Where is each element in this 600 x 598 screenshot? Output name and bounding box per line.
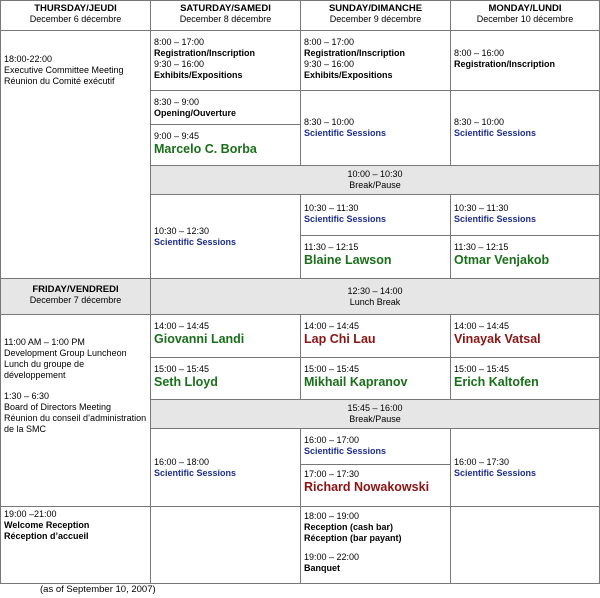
time: 10:00 – 10:30 (347, 169, 403, 179)
time: 14:00 – 14:45 (154, 321, 210, 331)
sun-kapranov (300, 357, 451, 400)
time: 17:00 – 17:30 (304, 469, 360, 479)
time: 8:00 – 16:00 (454, 48, 505, 58)
sun-reception-banquet (300, 506, 451, 584)
event: Exhibits/Expositions (304, 70, 393, 80)
time: 15:00 – 15:45 (154, 364, 210, 374)
time: 18:00 – 19:00 (304, 511, 360, 521)
time: 18:00-22:00 (4, 54, 53, 64)
event-fr: Réception (bar payant) (304, 533, 402, 543)
header-friday (0, 278, 151, 315)
footnote: (as of September 10, 2007) (40, 584, 156, 595)
sun-lawson (300, 235, 451, 279)
event-en: Welcome Reception (4, 520, 90, 530)
sun-nowakowski (300, 464, 451, 507)
sat-lloyd (150, 357, 301, 400)
lunch-break (150, 278, 600, 315)
event-en: Reception (cash bar) (304, 522, 394, 532)
session: Scientific Sessions (454, 128, 537, 138)
speaker: Erich Kaltofen (454, 375, 539, 389)
speaker: Blaine Lawson (304, 253, 392, 267)
mon-vatsal (450, 314, 600, 358)
event: Registration/Inscription (304, 48, 406, 58)
mon-kaltofen (450, 357, 600, 400)
time: 9:30 – 16:00 (304, 59, 355, 69)
time: 8:30 – 10:00 (304, 117, 355, 127)
speaker: Giovanni Landi (154, 332, 245, 346)
friday-events (0, 314, 151, 507)
time: 9:00 – 9:45 (154, 131, 200, 141)
mon-sessions-2 (450, 194, 600, 236)
session: Scientific Sessions (454, 467, 537, 478)
time: 8:00 – 17:00 (154, 37, 205, 47)
time: 10:30 – 12:30 (154, 225, 210, 236)
event-fr: Lunch du groupe de développement (4, 359, 85, 380)
sat-registration (150, 30, 301, 91)
thursday-executive-meeting (0, 30, 151, 279)
time: 8:00 – 17:00 (304, 37, 355, 47)
header-day: THURSDAY/JEUDI (34, 3, 117, 14)
session: Scientific Sessions (304, 128, 387, 138)
speaker: Mikhail Kapranov (304, 375, 408, 389)
header-date: December 9 décembre (329, 14, 422, 24)
session: Scientific Sessions (154, 467, 237, 478)
time: 19:00 –21:00 (4, 509, 57, 519)
event: Opening/Ouverture (154, 108, 237, 118)
event: Banquet (304, 563, 340, 573)
speaker: Otmar Venjakob (454, 253, 550, 267)
header-saturday (150, 0, 301, 31)
break-label: Break/Pause (349, 414, 401, 424)
time: 15:00 – 15:45 (454, 364, 510, 374)
event-fr: Réunion du Comité exécutif (4, 76, 115, 86)
speaker: Lap Chi Lau (304, 332, 376, 346)
header-date: December 10 décembre (476, 14, 574, 24)
header-monday (450, 0, 600, 31)
session: Scientific Sessions (304, 446, 387, 456)
sun-sessions-2 (300, 194, 451, 236)
mon-evening-empty (450, 506, 600, 584)
speaker: Vinayak Vatsal (454, 332, 541, 346)
header-day: SUNDAY/DIMANCHE (328, 3, 423, 14)
time: 14:00 – 14:45 (304, 321, 360, 331)
header-day: FRIDAY/VENDREDI (32, 284, 119, 295)
header-date: December 7 décembre (29, 295, 122, 305)
event-en: Development Group Luncheon (4, 348, 127, 358)
time: 12:30 – 14:00 (347, 285, 403, 296)
time: 10:30 – 11:30 (304, 203, 359, 213)
header-sunday (300, 0, 451, 31)
time: 16:00 – 18:00 (154, 456, 210, 467)
time: 8:30 – 10:00 (454, 117, 505, 127)
sat-evening-empty (150, 506, 301, 584)
header-thursday (0, 0, 151, 31)
speaker: Seth Lloyd (154, 375, 218, 389)
event-en: Board of Directors Meeting (4, 402, 112, 412)
speaker: Richard Nowakowski (304, 480, 430, 494)
time: 11:30 – 12:15 (304, 242, 359, 252)
sat-opening (150, 90, 301, 125)
speaker: Marcelo C. Borba (154, 142, 257, 156)
time: 19:00 – 22:00 (304, 552, 360, 562)
header-day: MONDAY/LUNDI (488, 3, 562, 14)
break-label: Lunch Break (349, 296, 401, 307)
time: 15:45 – 16:00 (347, 403, 403, 413)
afternoon-break (150, 399, 600, 429)
event: Registration/Inscription (154, 48, 256, 58)
mon-venjakob (450, 235, 600, 279)
mon-sessions-1 (450, 90, 600, 166)
session: Scientific Sessions (154, 236, 237, 247)
time: 11:00 AM – 1:00 PM (4, 337, 85, 347)
event-en: Executive Committee Meeting (4, 65, 124, 75)
time: 9:30 – 16:00 (154, 59, 205, 69)
sun-lau (300, 314, 451, 358)
session: Scientific Sessions (304, 214, 387, 224)
header-date: December 8 décembre (179, 14, 272, 24)
time: 11:30 – 12:15 (454, 242, 509, 252)
time: 15:00 – 15:45 (304, 364, 360, 374)
sun-sessions-1 (300, 90, 451, 166)
time: 10:30 – 11:30 (454, 203, 509, 213)
time: 8:30 – 9:00 (154, 97, 200, 107)
time: 16:00 – 17:30 (454, 456, 510, 467)
header-date: December 6 décembre (29, 14, 122, 24)
event-fr: Réception d’accueil (4, 531, 89, 541)
event-fr: Réunion du conseil d’administration de la SMC (4, 413, 147, 434)
sat-sessions-1 (150, 194, 301, 279)
event: Exhibits/Expositions (154, 70, 243, 80)
session: Scientific Sessions (454, 214, 537, 224)
sat-sessions-2 (150, 428, 301, 507)
sun-sessions-3 (300, 428, 451, 465)
morning-break (150, 165, 600, 195)
time: 1:30 – 6:30 (4, 391, 50, 401)
time: 16:00 – 17:00 (304, 435, 360, 445)
header-day: SATURDAY/SAMEDI (180, 3, 271, 14)
sun-registration (300, 30, 451, 91)
break-label: Break/Pause (349, 180, 401, 190)
time: 14:00 – 14:45 (454, 321, 510, 331)
friday-welcome-reception (0, 506, 151, 584)
sat-borba (150, 124, 301, 166)
mon-registration (450, 30, 600, 91)
mon-sessions-3 (450, 428, 600, 507)
sat-landi (150, 314, 301, 358)
event: Registration/Inscription (454, 59, 556, 69)
